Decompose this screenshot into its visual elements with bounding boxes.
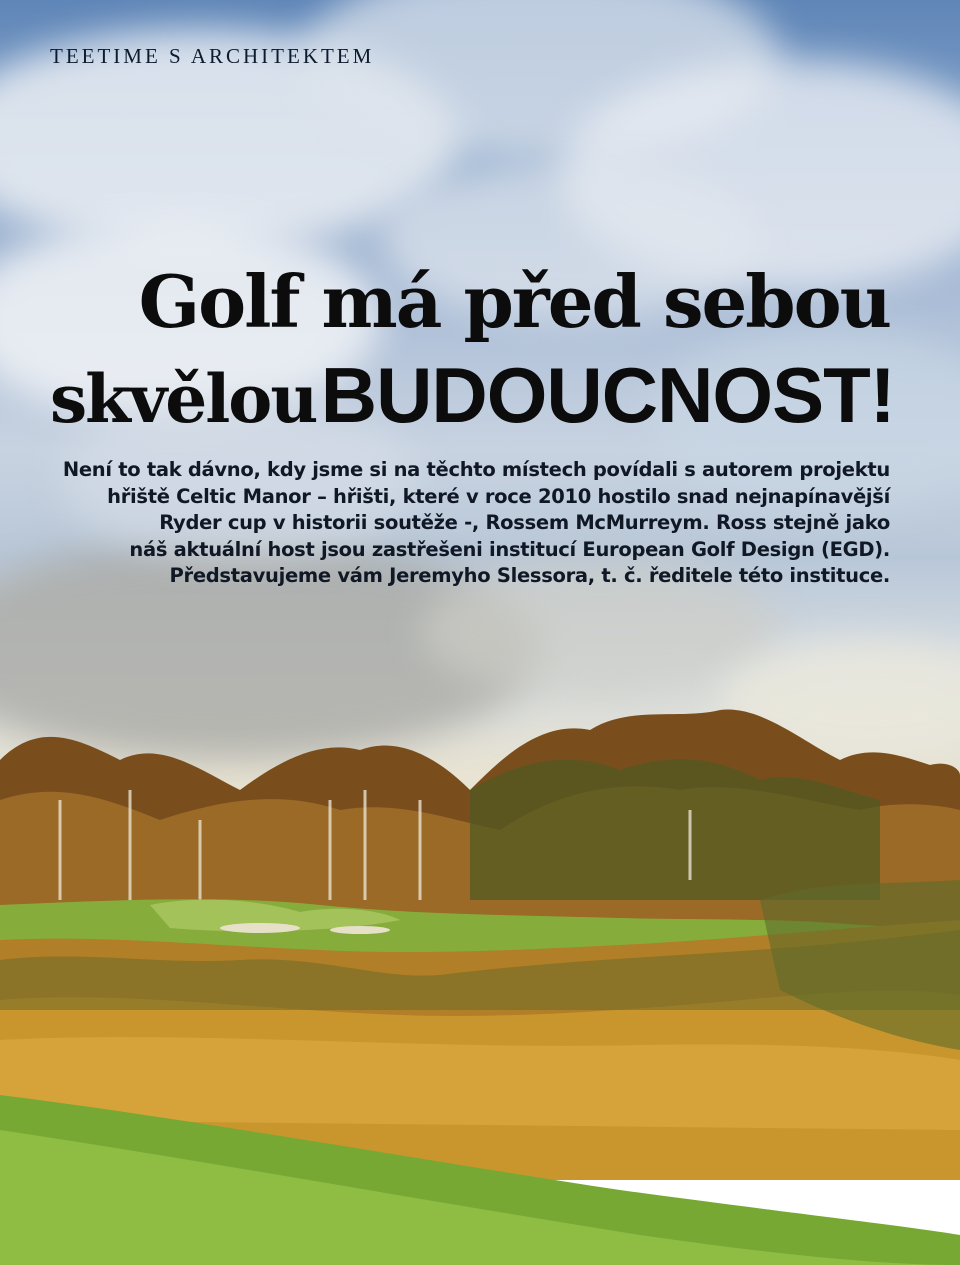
headline: [30, 259, 890, 344]
intro-line: náš aktuální host jsou zastřešeni institucí European Golf Design (EGD).: [129, 537, 890, 561]
headline-line-1: Golf má před sebou: [138, 259, 890, 344]
headline-line-2: [50, 350, 895, 463]
intro-line: Ryder cup v historii soutěže -, Rossem McMurreym. Ross stejně jako: [159, 511, 890, 534]
intro-line: hřiště Celtic Manor – hřišti, které v roce 2010 hostilo snad nejnapínavější: [107, 484, 890, 508]
headline-word-serif: skvělou: [50, 360, 317, 438]
intro-line: Představujeme vám Jeremyho Slessora, t. č. ředitele této instituce.: [169, 564, 890, 587]
section-label: TEETIME S ARCHITEKTEM: [50, 44, 375, 68]
intro-paragraph: [60, 457, 890, 590]
headline-word-caps: BUDOUCNOST!: [320, 351, 895, 439]
intro-line: Není to tak dávno, kdy jsme si na těchto místech povídali s autorem projektu: [62, 458, 890, 481]
